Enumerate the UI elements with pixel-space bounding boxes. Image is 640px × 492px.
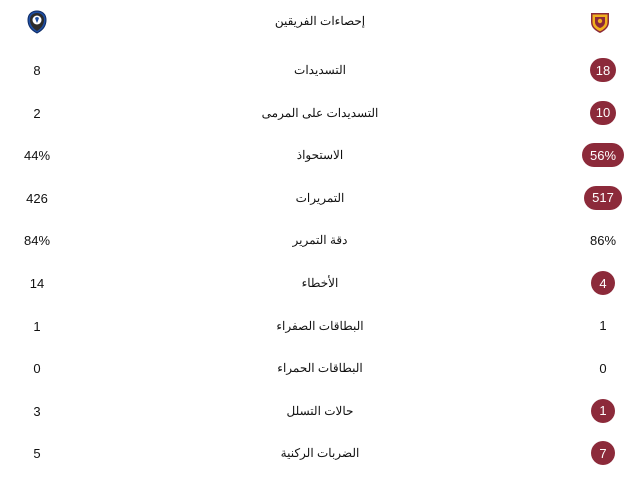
stat-label: البطاقات الحمراء bbox=[277, 361, 363, 376]
right-team-value-cell bbox=[578, 396, 628, 426]
right-team-value-cell bbox=[578, 140, 628, 170]
right-team-value-badge: 56% bbox=[582, 143, 624, 167]
left-team-value: 84% bbox=[23, 233, 51, 249]
right-team-value-cell bbox=[578, 98, 628, 128]
left-team-value: 3 bbox=[33, 403, 41, 419]
stat-label: حالات التسلل bbox=[286, 403, 354, 418]
right-team-value-badge: 18 bbox=[590, 58, 616, 82]
stat-row bbox=[0, 55, 640, 85]
right-team-value-badge: 1 bbox=[591, 399, 615, 423]
left-team-value: 426 bbox=[26, 190, 48, 206]
stat-row bbox=[0, 225, 640, 255]
roma-crest-icon bbox=[589, 10, 611, 34]
right-team-value-badge: 4 bbox=[591, 271, 615, 295]
right-team-value-badge: 10 bbox=[590, 101, 616, 125]
stat-label: دقة التمرير bbox=[292, 233, 348, 248]
header-title: إحصاءات الفريقين bbox=[274, 14, 366, 28]
right-team-value: 0 bbox=[599, 360, 607, 376]
stat-label: التسديدات على المرمى bbox=[261, 105, 379, 120]
right-team-value-badge: 7 bbox=[591, 441, 615, 465]
atalanta-crest-icon bbox=[26, 10, 48, 34]
stat-row bbox=[0, 353, 640, 383]
stat-label: الضربات الركنية bbox=[280, 446, 360, 461]
left-team-value: 2 bbox=[33, 105, 41, 121]
stat-label: الاستحواذ bbox=[296, 148, 344, 163]
left-team-value: 8 bbox=[33, 63, 41, 78]
stat-label: التسديدات bbox=[294, 63, 346, 77]
right-team-value-cell bbox=[578, 55, 628, 85]
stat-row bbox=[0, 183, 640, 213]
left-team-value: 1 bbox=[33, 318, 41, 334]
stats-header bbox=[0, 0, 640, 44]
right-team-value-badge: 517 bbox=[584, 186, 622, 210]
left-team-value: 14 bbox=[29, 276, 45, 291]
stat-label: التمريرات bbox=[295, 190, 345, 205]
left-team-value: 0 bbox=[33, 361, 41, 377]
left-team-value: 44% bbox=[23, 148, 51, 164]
right-team-value-cell bbox=[578, 311, 628, 341]
right-team-value-cell bbox=[578, 225, 628, 255]
stat-row bbox=[0, 268, 640, 298]
right-team-value-cell bbox=[578, 438, 628, 468]
left-team-value: 5 bbox=[33, 446, 41, 462]
stat-row bbox=[0, 438, 640, 468]
right-team-value: 86% bbox=[589, 232, 617, 248]
stat-row bbox=[0, 98, 640, 128]
right-team-value: 1 bbox=[599, 318, 607, 334]
right-team-value-cell bbox=[578, 353, 628, 383]
stat-row bbox=[0, 396, 640, 426]
stat-row bbox=[0, 311, 640, 341]
stat-row bbox=[0, 140, 640, 170]
right-team-value-cell bbox=[578, 268, 628, 298]
stat-label: البطاقات الصفراء bbox=[276, 318, 364, 333]
stat-label: الأخطاء bbox=[301, 276, 339, 290]
right-team-value-cell bbox=[578, 183, 628, 213]
